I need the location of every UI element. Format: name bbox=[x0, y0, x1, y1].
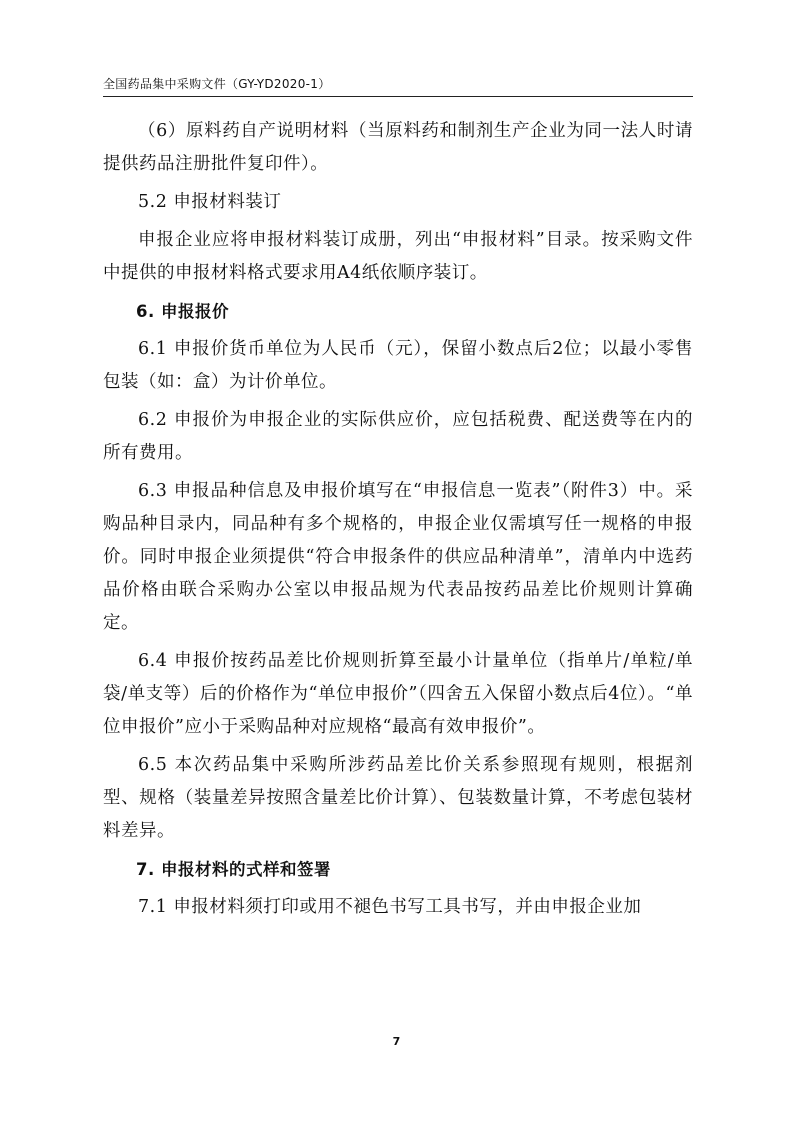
page-number: 7 bbox=[392, 1035, 401, 1048]
paragraph-6-5: 6.5 本次药品集中采购所涉药品差比价关系参照现有规则，根据剂型、规格（装量差异按照含量差比价计算）、包装数量计算，不考虑包装材料差异。 bbox=[103, 755, 693, 841]
paragraph-6-1: 6.1 申报价货币单位为人民币（元），保留小数点后2位；以最小零售包装（如：盒）为计价单位。 bbox=[103, 339, 693, 392]
header-divider bbox=[103, 96, 693, 97]
paragraph-raw-material-statement: （6）原料药自产说明材料（当原料药和制剂生产企业为同一法人时请提供药品注册批件复印件）。 bbox=[103, 121, 693, 174]
section-heading-7: 7. 申报材料的式样和签署 bbox=[136, 860, 331, 879]
running-header: 全国药品集中采购文件（GY-YD2020-1） bbox=[103, 77, 331, 91]
paragraph-7-1: 7.1 申报材料须打印或用不褪色书写工具书写，并由申报企业加 bbox=[138, 897, 642, 917]
document-body bbox=[103, 115, 693, 929]
subheading-5-2: 5.2 申报材料装订 bbox=[138, 192, 282, 212]
paragraph-binding: 申报企业应将申报材料装订成册，列出“申报材料”目录。按采购文件中提供的申报材料格式要求用A4纸依顺序装订。 bbox=[103, 230, 693, 283]
paragraph-6-4: 6.4 申报价按药品差比价规则折算至最小计量单位（指单片/单粒/单袋/单支等）后的价格作为“单位申报价”（四舍五入保留小数点后4位）。“单位申报价”应小于采购品种对应规格“最高有效申报价”。 bbox=[103, 651, 693, 737]
paragraph-6-3: 6.3 申报品种信息及申报价填写在“申报信息一览表”（附件3）中。采购品种目录内，同品种有多个规格的，申报企业仅需填写任一规格的申报价。同时申报企业须提供“符合申报条件的供应品种清单”，清单内中选药品价格由联合采购办公室以申报品规为代表品按药品差比价规则计算确定。 bbox=[103, 481, 693, 633]
paragraph-6-2: 6.2 申报价为申报企业的实际供应价，应包括税费、配送费等在内的所有费用。 bbox=[103, 410, 693, 463]
section-heading-6: 6. 申报报价 bbox=[136, 302, 229, 321]
